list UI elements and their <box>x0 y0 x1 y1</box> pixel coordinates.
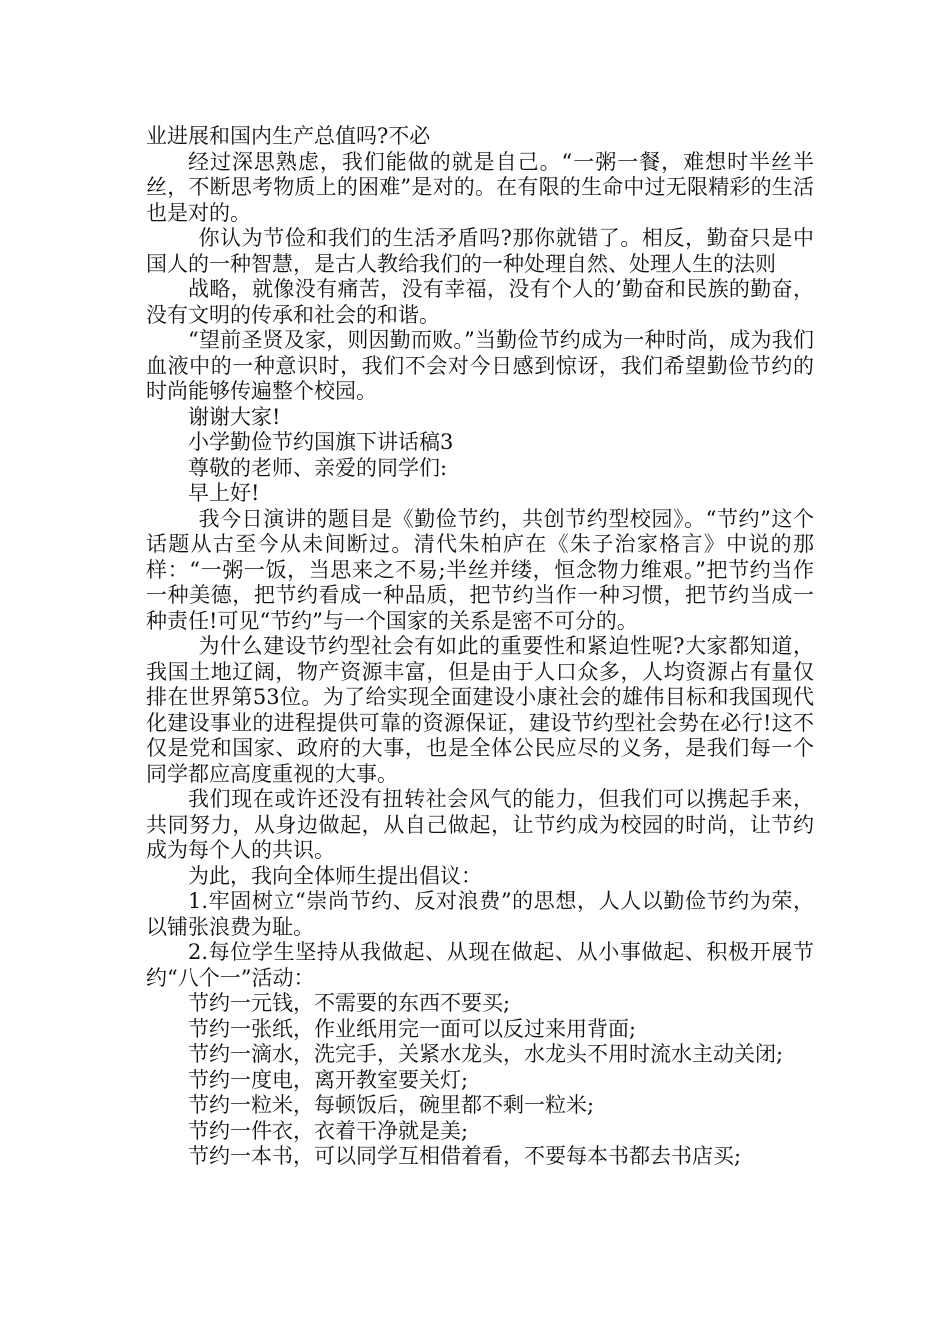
save-item-paper: 节约一张纸，作业纸用完一面可以反过来用背面; <box>188 1016 637 1041</box>
proposal-intro: 为此，我向全体师生提出倡议： <box>188 863 482 888</box>
save-item-electricity: 节约一度电，离开教室要关灯; <box>188 1067 469 1092</box>
save-item-rice: 节约一粒米，每顿饭后，碗里都不剩一粒米; <box>188 1093 595 1117</box>
save-item-money: 节约一元钱，不需要的东西不要买; <box>188 991 511 1015</box>
section-title: 小学勤俭节约国旗下讲话稿3 <box>188 430 454 454</box>
paragraph-1: 业进展和国内生产总值吗?不必 <box>146 124 431 148</box>
salutation: 尊敬的老师、亲爱的同学们: <box>188 455 448 480</box>
paragraph-topic: 我今日演讲的题目是《勤俭节约，共创节约型校园》。“节约”这个话题从古至今从未间断过。清代朱柏庐在《朱子治家格言》中说的那样：“一粥一饭，当思来之不易;半丝并缕，恒念物力维艰。”把节约当作一种美德，把节约看成一种品质，把节约当作一种习惯，把节约当成一种责任!可见“节约”与一个国家的关系是密不可分的。 <box>146 506 814 633</box>
paragraph-why: 为什么建设节约型社会有如此的重要性和紧迫性呢?大家都知道，我国土地辽阔，物产资源丰富，但是由于人口众多，人均资源占有量仅排在世界第53位。为了给实现全面建设小康社会的雄伟目标和我国现代化建设事业的进程提供可靠的资源保证，建设节约型社会势在必行!这不仅是党和国家、政府的大事，也是全体公民应尽的义务，是我们每一个同学都应高度重视的大事。 <box>146 634 814 786</box>
proposal-item-1: 1.牢固树立“崇尚节约、反对浪费”的思想，人人以勤俭节约为荣，以铺张浪费为耻。 <box>146 889 814 939</box>
paragraph-action: 我们现在或许还没有扭转社会风气的能力，但我们可以携起手来，共同努力，从身边做起，从自己做起，让节约成为校园的时尚，让节约成为每个人的共识。 <box>146 787 814 862</box>
save-item-book: 节约一本书，可以同学互相借着看，不要每本书都去书店买; <box>188 1144 742 1168</box>
closing-thanks: 谢谢大家! <box>188 404 281 429</box>
save-item-clothes: 节约一件衣，衣着干净就是美; <box>188 1118 469 1143</box>
paragraph-3: 你认为节俭和我们的生活矛盾吗?那你就错了。相反，勤奋只是中国人的一种智慧，是古人教给我们的一种处理自然、处理人生的法则 <box>146 226 814 276</box>
paragraph-2: 经过深思熟虑，我们能做的就是自己。“一粥一餐，难想时半丝半丝，不断思考物质上的困难”是对的。在有限的生命中过无限精彩的生活也是对的。 <box>146 149 814 225</box>
paragraph-4: 战略，就像没有痛苦，没有幸福，没有个人的’勤奋和民族的勤奋，没有文明的传承和社会的和谐。 <box>146 277 814 327</box>
paragraph-5: “望前圣贤及家，则因勤而败。”当勤俭节约成为一种时尚，成为我们血液中的一种意识时，我们不会对今日感到惊讶，我们希望勤俭节约的时尚能够传遍整个校园。 <box>146 328 814 403</box>
save-item-water: 节约一滴水，洗完手，关紧水龙头，水龙头不用时流水主动关闭; <box>188 1042 784 1066</box>
document-page <box>146 124 814 1170</box>
proposal-item-2: 2.每位学生坚持从我做起、从现在做起、从小事做起、积极开展节约“八个一”活动： <box>146 940 814 990</box>
greeting: 早上好! <box>188 481 260 505</box>
